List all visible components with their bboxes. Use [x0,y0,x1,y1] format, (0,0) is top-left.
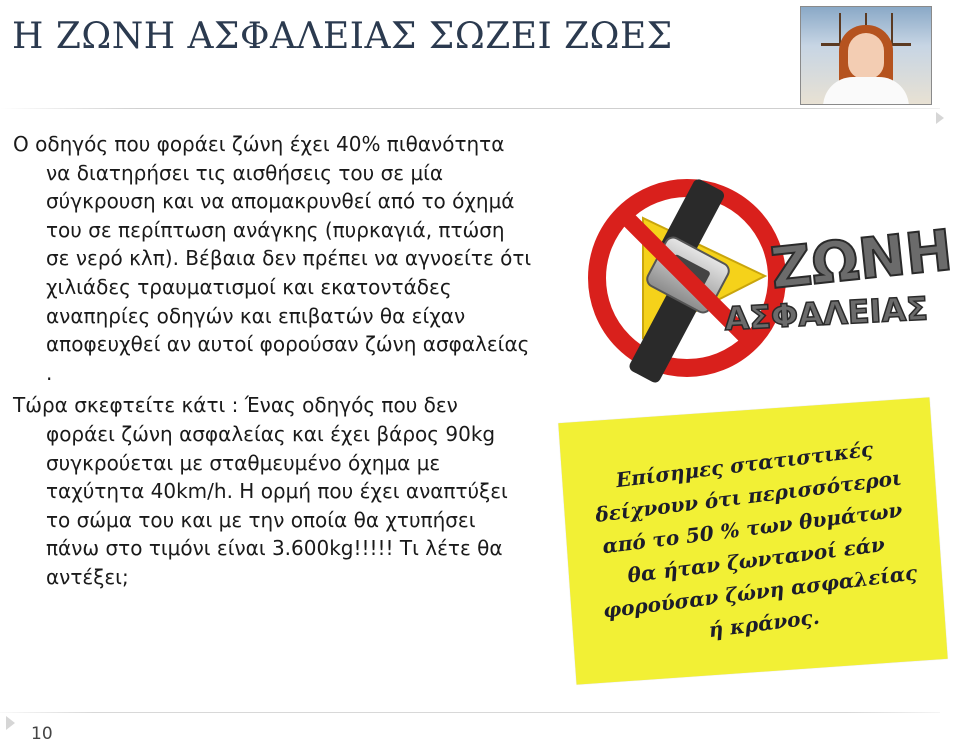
page-number: 10 [31,724,53,744]
paragraph-1: Ο οδηγός που φοράει ζώνη έχει 40% πιθανότητα να διατηρήσει τις αισθήσεις του σε μία σύγκρουση και να απομακρυνθεί από το όχημά του σε περίπτωση ανάγκης (πυρκαγιά, πτώση σε νερό κλπ). Βέβαια δεν πρέπει να αγνοείτε ότι χιλιάδες τραυματισμοί και εκατοντάδες αναπηρίες οδηγών και επιβατών θα είχαν αποφευχθεί αν αυτοί φορούσαν ζώνη ασφαλείας . [13,132,532,385]
seatbelt-logo [583,170,955,392]
note-text: Επίσημες στατιστικές δείχνουν ότι περισσότεροι από το 50 % των θυμάτων θα ήταν ζωντανοί εάν φορούσαν ζώνη ασφαλείας ή κράνος. [593,436,919,643]
no-seatbelt-sign-icon [583,170,955,392]
slide-title: Η ΖΩΝΗ ΑΣΦΑΛΕΙΑΣ ΣΩΖΕΙ ΖΩΕΣ [12,16,673,57]
logo-line-1: ΖΩΝΗ [767,218,955,302]
title-divider [0,108,940,109]
student-photo [800,6,932,105]
logo-line-2: ΑΣΦΑΛΕΙΑΣ [723,289,929,338]
paragraph-2: Τώρα σκεφτείτε κάτι : Ένας οδηγός που δεν φοράει ζώνη ασφαλείας και έχει βάρος 90kg συγκρούεται με σταθμευμένο όχημα με ταχύτητα 40km/h. Η ορμή που έχει αναπτύξει το σώμα του και με την οποία θα χτυπήσει πάνω στο τιμόνι είναι 3.600kg!!!!! Τι λέτε θα αντέξει; [13,393,508,589]
footer-divider [0,712,940,713]
corner-triangle-icon [936,112,944,124]
statistics-sticky-note [558,397,947,684]
footer-triangle-icon [6,716,15,730]
body-text [13,130,533,592]
